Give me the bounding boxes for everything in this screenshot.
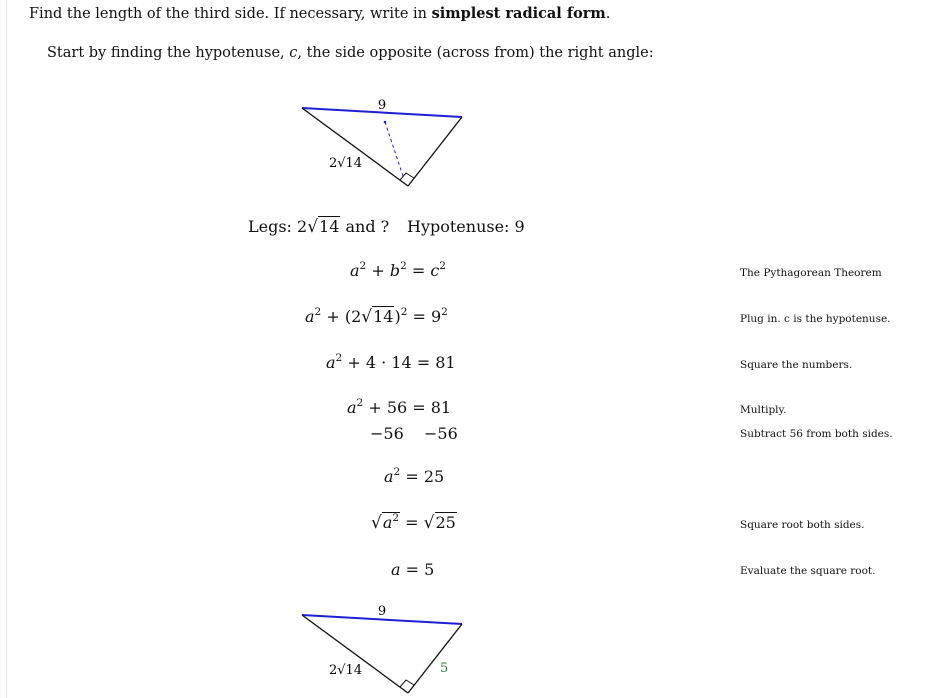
equation-step-5b: −56 <box>424 424 458 443</box>
intro-text: Start by finding the hypotenuse, c, the side opposite (across from) the right angle: <box>47 45 654 61</box>
left-label-2: 2√14 <box>329 663 363 678</box>
top-label-2: 9 <box>377 604 387 619</box>
equation-step-7: $√a^2 = √25$ <box>371 512 456 533</box>
prompt-bold: simplest radical form <box>431 5 606 22</box>
equation-step-3: $a^2 + 4 \cdot 14 = 81$ <box>326 352 456 372</box>
note-step-3: Square the numbers. <box>740 359 853 371</box>
note-step-7: Square root both sides. <box>740 519 865 531</box>
note-step-8: Evaluate the square root. <box>740 565 876 577</box>
left-leg-2 <box>302 615 408 693</box>
equation-step-4: $a^2 + 56 = 81$ <box>347 397 452 417</box>
dashed-pointer-1 <box>385 122 403 176</box>
left-leg-1 <box>302 108 408 186</box>
note-step-5: Subtract 56 from both sides. <box>740 428 893 440</box>
equation-step-8: a = 5 <box>391 560 435 579</box>
right-leg-1 <box>408 117 462 186</box>
equation-step-1: $a^2 + b^2 = c^2$ <box>350 260 446 280</box>
note-step-4: Multiply. <box>740 404 787 416</box>
legs-text: Legs: 2√14 and ? <box>248 217 390 237</box>
equation-step-5: −56 <box>370 424 404 443</box>
left-label-1: 2√14 <box>329 156 363 171</box>
right-label-2: 5 <box>440 661 449 676</box>
top-label-1: 9 <box>377 98 387 113</box>
equation-step-6: $a^2 = 25$ <box>384 466 445 486</box>
note-step-1: The Pythagorean Theorem <box>740 267 882 279</box>
right-leg-2 <box>408 624 462 693</box>
hypotenuse-text: Hypotenuse: 9 <box>407 217 525 236</box>
equation-step-2: $a^2 + (2√14)^2 = 9^2$ <box>305 306 448 327</box>
right-angle-mark-2 <box>400 680 414 687</box>
problem-prompt: Find the length of the third side. If necessary, write in simplest radical form. <box>29 5 611 22</box>
note-step-2: Plug in. c is the hypotenuse. <box>740 313 891 325</box>
